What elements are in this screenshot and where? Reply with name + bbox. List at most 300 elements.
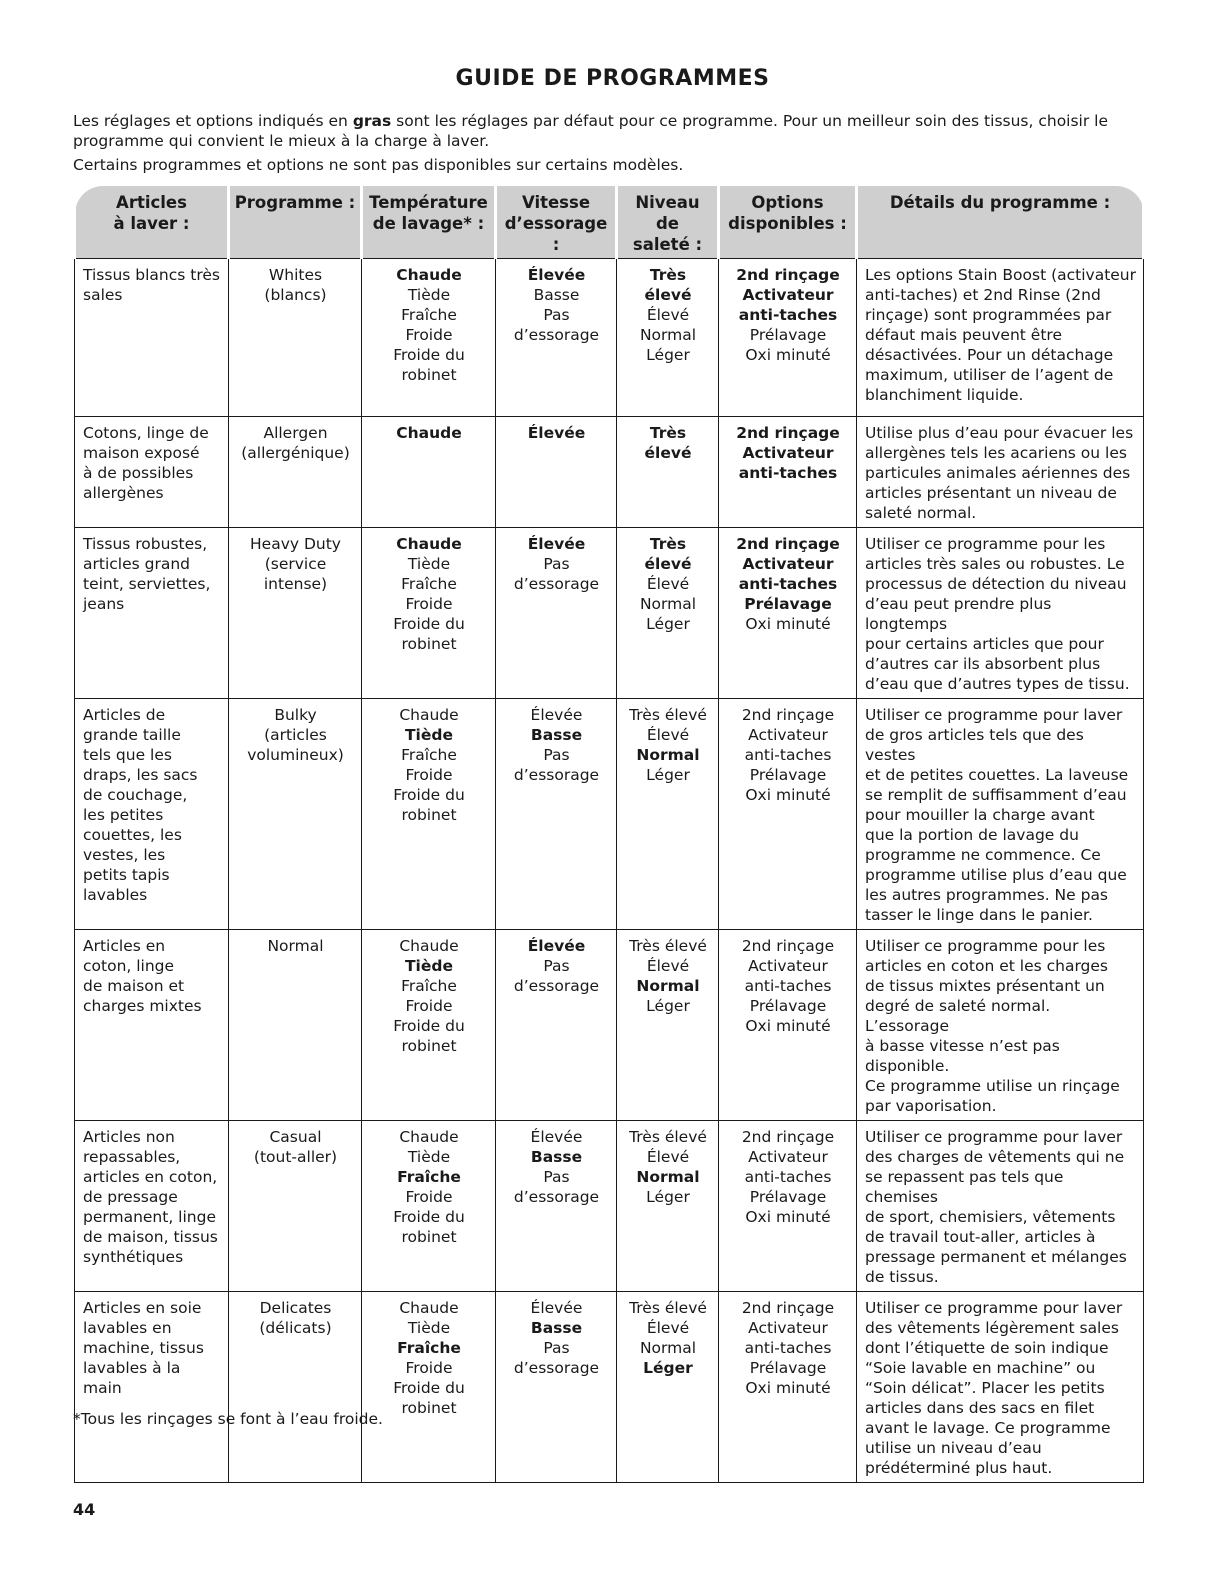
spin-speed-cell	[496, 930, 617, 1121]
options-line: Oxi minuté	[745, 346, 831, 364]
niveau-line: Élevé	[646, 726, 690, 744]
programme-line: (articles	[264, 726, 327, 744]
niveau-line: Léger	[646, 997, 690, 1015]
options-line: Oxi minuté	[745, 1379, 831, 1397]
niveau-line: Léger	[643, 1359, 693, 1377]
vitesse-line: d’essorage	[513, 766, 600, 784]
articles-line: Articles de	[83, 706, 166, 724]
soil-level-cell	[617, 528, 719, 699]
options-line: Prélavage	[744, 595, 832, 613]
options-line: Oxi minuté	[745, 615, 831, 633]
table-body	[75, 259, 1144, 1483]
table-header-row	[75, 186, 1144, 259]
articles-cell	[75, 528, 229, 699]
details-line: programme utilise plus d’eau que	[865, 866, 1127, 884]
articles-line: Tissus blancs très	[83, 266, 220, 284]
temperature-cell	[362, 699, 496, 930]
options-line: Oxi minuté	[745, 1208, 831, 1226]
articles-line: allergènes	[83, 484, 164, 502]
options-line: Prélavage	[749, 1359, 827, 1377]
options-line: 2nd rinçage	[736, 535, 840, 553]
options-line: Prélavage	[749, 326, 827, 344]
header-line: Niveau de	[635, 193, 700, 233]
details-line: maximum, utiliser de l’agent de	[865, 366, 1114, 384]
articles-line: articles grand	[83, 555, 190, 573]
details-line: Utiliser ce programme pour les	[865, 535, 1106, 553]
details-line: avant le lavage. Ce programme	[865, 1419, 1111, 1437]
options-line: anti-taches	[738, 575, 838, 593]
details-cell	[857, 1292, 1144, 1483]
vitesse-line: d’essorage	[513, 1188, 600, 1206]
articles-line: lavables à la	[83, 1359, 181, 1377]
temperature-line: Chaude	[399, 1299, 459, 1317]
niveau-line: Très élevé	[629, 1128, 707, 1146]
vitesse-line: d’essorage	[513, 575, 600, 593]
articles-cell	[75, 259, 229, 417]
articles-line: draps, les sacs	[83, 766, 198, 784]
soil-level-cell	[617, 259, 719, 417]
options-line: 2nd rinçage	[741, 1128, 835, 1146]
details-line: de gros articles tels que des vestes	[865, 726, 1084, 764]
options-cell	[719, 699, 857, 930]
details-line: à basse vitesse n’est pas disponible.	[865, 1037, 1060, 1075]
details-line: “Soie lavable en machine” ou	[865, 1359, 1096, 1377]
details-line: rinçage) sont programmées par	[865, 306, 1112, 324]
temperature-line: Tiède	[407, 1148, 451, 1166]
details-cell	[857, 1121, 1144, 1292]
vitesse-line: d’essorage	[513, 1359, 600, 1377]
options-line: Activateur	[748, 1319, 828, 1337]
temperature-line: Froide du	[393, 1017, 465, 1035]
details-line: d’eau peut prendre plus longtemps	[865, 595, 1052, 633]
spin-speed-cell	[496, 259, 617, 417]
articles-line: machine, tissus	[83, 1339, 204, 1357]
details-line: désactivées. Pour un détachage	[865, 346, 1114, 364]
options-line: Activateur	[742, 444, 834, 462]
vitesse-line: Basse	[530, 1319, 583, 1337]
details-line: degré de saleté normal. L’essorage	[865, 997, 1051, 1035]
soil-level-cell	[617, 1292, 719, 1483]
vitesse-line: Élevée	[527, 535, 586, 553]
vitesse-line: Pas	[543, 746, 570, 764]
temperature-cell	[362, 930, 496, 1121]
header-line: Programme :	[234, 193, 356, 212]
details-line: processus de détection du niveau	[865, 575, 1127, 593]
vitesse-line: Pas	[543, 1339, 570, 1357]
details-line: d’eau que d’autres types de tissu.	[865, 675, 1130, 693]
vitesse-line: Pas	[543, 957, 570, 975]
programme-line: Delicates	[259, 1299, 332, 1317]
temperature-line: Fraîche	[397, 1339, 461, 1357]
options-line: 2nd rinçage	[741, 1299, 835, 1317]
articles-line: de couchage,	[83, 786, 188, 804]
articles-cell	[75, 930, 229, 1121]
programme-cell	[229, 699, 362, 930]
soil-level-cell	[617, 417, 719, 528]
details-line: articles présentant un niveau de	[865, 484, 1117, 502]
vitesse-line: Élevée	[530, 706, 583, 724]
programme-cell	[229, 1292, 362, 1483]
articles-line: grande taille	[83, 726, 181, 744]
options-line: anti-taches	[744, 977, 832, 995]
vitesse-line: Basse	[530, 726, 583, 744]
temperature-line: Chaude	[399, 937, 459, 955]
programme-cell	[229, 1121, 362, 1292]
temperature-line: Tiède	[407, 555, 451, 573]
articles-line: Articles en	[83, 937, 166, 955]
niveau-line: Léger	[646, 615, 690, 633]
details-line: les autres programmes. Ne pas	[865, 886, 1109, 904]
temperature-line: Tiède	[407, 286, 451, 304]
intro-text-after: sont les réglages par défaut pour ce programme. Pour un meilleur soin des tissus, choisir le programme qui convient le mieux à la charge à laver.	[73, 112, 1109, 150]
details-line: de tissus mixtes présentant un	[865, 977, 1105, 995]
header-line: Température	[369, 193, 488, 212]
temperature-line: Froide	[405, 766, 453, 784]
details-line: articles très sales ou robustes. Le	[865, 555, 1125, 573]
table-row	[75, 699, 1144, 930]
temperature-line: Tiède	[404, 726, 453, 744]
vitesse-line: d’essorage	[513, 977, 600, 995]
temperature-line: Froide du	[393, 786, 465, 804]
temperature-cell	[362, 259, 496, 417]
page-title: GUIDE DE PROGRAMMES	[455, 66, 770, 91]
vitesse-line: Pas	[543, 306, 570, 324]
articles-cell	[75, 699, 229, 930]
niveau-line: Très élevé	[644, 266, 692, 304]
articles-cell	[75, 417, 229, 528]
vitesse-line: Élevée	[530, 1128, 583, 1146]
niveau-line: Normal	[639, 595, 697, 613]
vitesse-line: Élevée	[530, 1299, 583, 1317]
table-row	[75, 417, 1144, 528]
temperature-line: Froide	[405, 1188, 453, 1206]
programme-line: Heavy Duty	[250, 535, 341, 553]
header-line: de lavage* :	[372, 214, 485, 233]
vitesse-line: Pas	[543, 555, 570, 573]
temperature-cell	[362, 417, 496, 528]
spin-speed-cell	[496, 699, 617, 930]
options-line: Activateur	[748, 957, 828, 975]
programme-line: (service intense)	[263, 555, 328, 593]
articles-line: les petites	[83, 806, 164, 824]
header-programme	[229, 186, 362, 259]
header-articles	[75, 186, 229, 259]
header-line: Articles	[116, 193, 187, 212]
options-cell	[719, 417, 857, 528]
temperature-line: Fraîche	[401, 306, 457, 324]
options-line: anti-taches	[738, 464, 838, 482]
table-row	[75, 930, 1144, 1121]
intro-text-before: Les réglages et options indiqués en	[73, 112, 353, 130]
details-cell	[857, 259, 1144, 417]
programme-cell	[229, 930, 362, 1121]
articles-line: articles en coton,	[83, 1168, 218, 1186]
options-line: anti-taches	[744, 1168, 832, 1186]
options-line: Prélavage	[749, 766, 827, 784]
articles-cell	[75, 1292, 229, 1483]
programme-cell	[229, 417, 362, 528]
temperature-line: Froide du	[393, 1379, 465, 1397]
details-cell	[857, 699, 1144, 930]
details-line: pour mouiller la charge avant	[865, 806, 1095, 824]
details-line: de travail tout-aller, articles à	[865, 1228, 1096, 1246]
temperature-cell	[362, 1121, 496, 1292]
options-line: 2nd rinçage	[736, 424, 840, 442]
details-cell	[857, 930, 1144, 1121]
header-line: Vitesse	[521, 193, 591, 212]
temperature-line: robinet	[401, 366, 457, 384]
vitesse-line: Pas	[543, 1168, 570, 1186]
page-number: 44	[73, 1500, 96, 1519]
articles-line: Cotons, linge de	[83, 424, 209, 442]
niveau-line: Élevé	[646, 1319, 690, 1337]
options-line: anti-taches	[744, 1339, 832, 1357]
details-line: allergènes tels les acariens ou les	[865, 444, 1127, 462]
temperature-line: Froide du	[393, 346, 465, 364]
programme-line: (délicats)	[259, 1319, 332, 1337]
articles-line: de maison et	[83, 977, 185, 995]
niveau-line: Très élevé	[629, 937, 707, 955]
articles-line: lavables en	[83, 1319, 172, 1337]
details-line: se remplit de suffisamment d’eau	[865, 786, 1127, 804]
table-row	[75, 528, 1144, 699]
temperature-line: robinet	[401, 1037, 457, 1055]
details-line: utilise un niveau d’eau	[865, 1439, 1042, 1457]
header-line: saleté :	[632, 235, 703, 254]
articles-line: lavables	[83, 886, 148, 904]
details-line: d’autres car ils absorbent plus	[865, 655, 1101, 673]
temperature-line: Tiède	[407, 1319, 451, 1337]
details-line: se repassent pas tels que chemises	[865, 1168, 1064, 1206]
programme-line: Bulky	[274, 706, 317, 724]
articles-line: petits tapis	[83, 866, 170, 884]
programme-line: Normal	[267, 937, 324, 955]
temperature-line: Tiède	[404, 957, 453, 975]
options-line: Activateur	[742, 286, 834, 304]
programme-line: Allergen	[263, 424, 328, 442]
options-line: Prélavage	[749, 997, 827, 1015]
details-line: saleté normal.	[865, 504, 977, 522]
niveau-line: Très élevé	[644, 424, 692, 462]
vitesse-line: Basse	[533, 286, 580, 304]
vitesse-line: Basse	[530, 1148, 583, 1166]
intro-paragraph	[73, 111, 1153, 151]
articles-line: maison exposé	[83, 444, 200, 462]
details-line: Utiliser ce programme pour laver	[865, 1128, 1123, 1146]
details-line: et de petites couettes. La laveuse	[865, 766, 1129, 784]
details-line: des charges de vêtements qui ne	[865, 1148, 1125, 1166]
details-cell	[857, 417, 1144, 528]
options-line: Oxi minuté	[745, 1017, 831, 1035]
niveau-line: Léger	[646, 1188, 690, 1206]
details-line: pour certains articles que pour	[865, 635, 1104, 653]
details-line: Utiliser ce programme pour laver	[865, 1299, 1123, 1317]
articles-line: tels que les	[83, 746, 172, 764]
options-cell	[719, 1121, 857, 1292]
options-line: 2nd rinçage	[741, 937, 835, 955]
details-line: pressage permanent et mélanges	[865, 1248, 1127, 1266]
programme-line: Casual	[269, 1128, 322, 1146]
niveau-line: Léger	[646, 766, 690, 784]
header-line: à laver :	[113, 214, 190, 233]
header-line: Détails du programme :	[889, 193, 1111, 212]
articles-cell	[75, 1121, 229, 1292]
options-line: Activateur	[748, 1148, 828, 1166]
temperature-line: Chaude	[399, 1128, 459, 1146]
articles-line: Articles non	[83, 1128, 175, 1146]
niveau-line: Normal	[639, 1339, 697, 1357]
programme-cell	[229, 259, 362, 417]
header-line: Options	[751, 193, 824, 212]
options-line: anti-taches	[744, 746, 832, 764]
options-line: 2nd rinçage	[741, 706, 835, 724]
details-line: que la portion de lavage du	[865, 826, 1079, 844]
niveau-line: Très élevé	[629, 706, 707, 724]
options-cell	[719, 1292, 857, 1483]
details-line: Utiliser ce programme pour les	[865, 937, 1106, 955]
niveau-line: Élevé	[646, 575, 690, 593]
options-cell	[719, 528, 857, 699]
details-line: de tissus.	[865, 1268, 939, 1286]
niveau-line: Léger	[646, 346, 690, 364]
temperature-line: Froide	[405, 997, 453, 1015]
articles-line: de maison, tissus	[83, 1228, 218, 1246]
details-line: programme ne commence. Ce	[865, 846, 1101, 864]
articles-line: main	[83, 1379, 122, 1397]
temperature-line: Chaude	[396, 266, 462, 284]
programme-line: volumineux)	[247, 746, 344, 764]
spin-speed-cell	[496, 417, 617, 528]
niveau-line: Normal	[636, 746, 700, 764]
programme-cell	[229, 528, 362, 699]
table-row	[75, 1121, 1144, 1292]
temperature-line: Froide du	[393, 1208, 465, 1226]
details-line: prédéterminé plus haut.	[865, 1459, 1053, 1477]
details-line: blanchiment liquide.	[865, 386, 1024, 404]
temperature-line: Chaude	[399, 706, 459, 724]
header-niveau	[617, 186, 719, 259]
temperature-line: Froide	[405, 326, 453, 344]
details-line: anti-taches) et 2nd Rinse (2nd	[865, 286, 1101, 304]
articles-line: repassables,	[83, 1148, 181, 1166]
temperature-line: Froide	[405, 595, 453, 613]
temperature-line: robinet	[401, 806, 457, 824]
details-line: de sport, chemisiers, vêtements	[865, 1208, 1116, 1226]
vitesse-line: Élevée	[527, 266, 586, 284]
footnote: *Tous les rinçages se font à l’eau froide.	[73, 1410, 383, 1428]
details-line: Utiliser ce programme pour laver	[865, 706, 1123, 724]
niveau-line: Normal	[639, 326, 697, 344]
programme-line: Whites	[268, 266, 323, 284]
soil-level-cell	[617, 1121, 719, 1292]
details-line: par vaporisation.	[865, 1097, 997, 1115]
details-line: “Soin délicat”. Placer les petits	[865, 1379, 1105, 1397]
details-line: articles dans des sacs en filet	[865, 1399, 1095, 1417]
details-cell	[857, 528, 1144, 699]
temperature-cell	[362, 1292, 496, 1483]
details-line: dont l’étiquette de soin indique	[865, 1339, 1109, 1357]
niveau-line: Très élevé	[644, 535, 692, 573]
details-line: particules animales aériennes des	[865, 464, 1131, 482]
details-line: des vêtements légèrement sales	[865, 1319, 1119, 1337]
vitesse-line: Élevée	[527, 937, 586, 955]
articles-line: charges mixtes	[83, 997, 202, 1015]
temperature-line: Fraîche	[401, 977, 457, 995]
programme-line: (blancs)	[264, 286, 327, 304]
programme-line: (allergénique)	[241, 444, 350, 462]
header-options	[719, 186, 857, 259]
details-line: tasser le linge dans le panier.	[865, 906, 1093, 924]
spin-speed-cell	[496, 528, 617, 699]
articles-line: teint, serviettes,	[83, 575, 211, 593]
temperature-line: Chaude	[396, 424, 462, 442]
temperature-cell	[362, 528, 496, 699]
articles-line: couettes, les	[83, 826, 182, 844]
temperature-line: robinet	[401, 1228, 457, 1246]
niveau-line: Normal	[636, 1168, 700, 1186]
vitesse-line: Élevée	[527, 424, 586, 442]
articles-line: sales	[83, 286, 123, 304]
options-line: Activateur	[748, 726, 828, 744]
temperature-line: Fraîche	[397, 1168, 461, 1186]
availability-note: Certains programmes et options ne sont pas disponibles sur certains modèles.	[73, 156, 684, 174]
intro-bold-word: gras	[352, 112, 392, 130]
details-line: Ce programme utilise un rinçage	[865, 1077, 1120, 1095]
articles-line: jeans	[83, 595, 125, 613]
niveau-line: Normal	[636, 977, 700, 995]
articles-line: de pressage	[83, 1188, 178, 1206]
options-line: 2nd rinçage	[736, 266, 840, 284]
options-cell	[719, 930, 857, 1121]
articles-line: à de possibles	[83, 464, 194, 482]
options-cell	[719, 259, 857, 417]
details-line: Utilise plus d’eau pour évacuer les	[865, 424, 1134, 442]
articles-line: Articles en soie	[83, 1299, 202, 1317]
header-temperature	[362, 186, 496, 259]
niveau-line: Élevé	[646, 306, 690, 324]
niveau-line: Élevé	[646, 957, 690, 975]
vitesse-line: d’essorage	[513, 326, 600, 344]
spin-speed-cell	[496, 1121, 617, 1292]
articles-line: permanent, linge	[83, 1208, 216, 1226]
spin-speed-cell	[496, 1292, 617, 1483]
temperature-line: robinet	[401, 635, 457, 653]
temperature-line: Fraîche	[401, 746, 457, 764]
options-line: Activateur	[742, 555, 834, 573]
table-row	[75, 259, 1144, 417]
options-line: anti-taches	[738, 306, 838, 324]
temperature-line: Chaude	[396, 535, 462, 553]
articles-line: Tissus robustes,	[83, 535, 208, 553]
soil-level-cell	[617, 930, 719, 1121]
program-guide-table	[73, 186, 1145, 1483]
options-line: Oxi minuté	[745, 786, 831, 804]
niveau-line: Élevé	[646, 1148, 690, 1166]
temperature-line: Froide du	[393, 615, 465, 633]
header-line: d’essorage :	[504, 214, 608, 254]
temperature-line: robinet	[401, 1399, 457, 1417]
temperature-line: Fraîche	[401, 575, 457, 593]
temperature-line: Froide	[405, 1359, 453, 1377]
details-line: articles en coton et les charges	[865, 957, 1109, 975]
options-line: Prélavage	[749, 1188, 827, 1206]
details-line: Les options Stain Boost (activateur	[865, 266, 1137, 284]
header-details	[857, 186, 1144, 259]
table-row	[75, 1292, 1144, 1483]
articles-line: vestes, les	[83, 846, 166, 864]
programme-line: (tout-aller)	[253, 1148, 338, 1166]
articles-line: synthétiques	[83, 1248, 184, 1266]
